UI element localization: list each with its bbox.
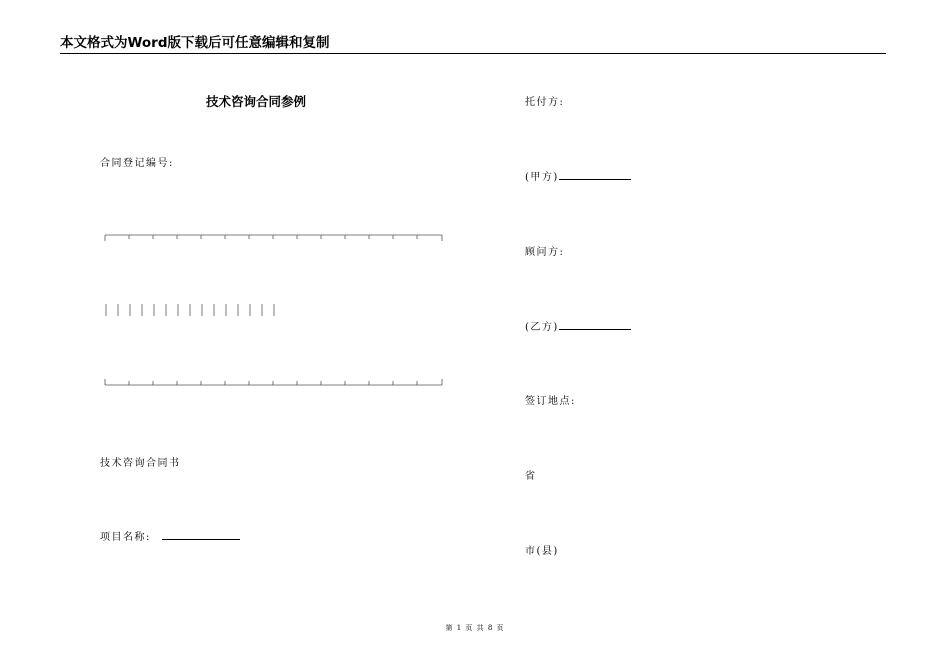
party-b-row: [525, 318, 631, 333]
party-a-label: (甲方): [525, 172, 559, 183]
party-a-blank: [559, 169, 631, 180]
party-b-label: (乙方): [525, 322, 559, 333]
city-county-label: 市(县): [525, 546, 559, 557]
signing-place-label: 签订地点:: [525, 396, 576, 407]
registration-box-top-border: [104, 233, 444, 243]
registration-box-cell-dividers: [104, 303, 284, 319]
page-number: 第 1 页 共 8 页: [445, 624, 505, 632]
party-a-row: [525, 168, 631, 183]
registration-box-bottom-border: [104, 377, 444, 387]
document-title: 技术咨询合同参例: [206, 94, 307, 109]
registration-number-label: 合同登记编号:: [100, 158, 174, 169]
province-label: 省: [525, 471, 537, 482]
project-name-row: [100, 528, 240, 543]
document-header: 本文格式为Word版下载后可任意编辑和复制: [60, 34, 886, 54]
project-name-blank: [162, 529, 240, 540]
contract-book-label: 技术咨询合同书: [100, 458, 181, 469]
party-b-blank: [559, 319, 631, 330]
client-label: 托付方:: [525, 97, 565, 108]
project-name-label: 项目名称:: [100, 532, 151, 543]
consultant-label: 顾问方:: [525, 247, 565, 258]
